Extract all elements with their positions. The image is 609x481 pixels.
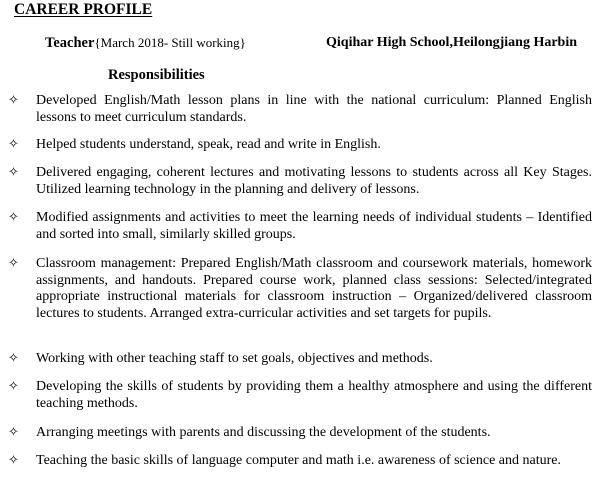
list-item-text: Developing the skills of students by providing them a healthy atmosphere and using the different teaching methods. bbox=[36, 379, 592, 411]
responsibilities-heading: Responsibilities bbox=[108, 67, 205, 83]
four-pointed-star-outline-icon: ✧ bbox=[8, 425, 19, 440]
list-item-text: Helped students understand, speak, read and write in English. bbox=[36, 137, 381, 152]
job-period: {March 2018- Still working} bbox=[94, 35, 246, 50]
list-item bbox=[8, 210, 592, 243]
four-pointed-star-outline-icon: ✧ bbox=[8, 379, 19, 394]
four-pointed-star-outline-icon: ✧ bbox=[8, 256, 19, 271]
list-item-text: Working with other teaching staff to set goals, objectives and methods. bbox=[36, 351, 433, 366]
list-item-text: Delivered engaging, coherent lectures and motivating lessons to students across all Key Stages. Utilized learning technology in the planning and delivery of lessons. bbox=[36, 165, 592, 197]
list-item bbox=[8, 137, 592, 154]
four-pointed-star-outline-icon: ✧ bbox=[8, 165, 19, 180]
school-name: Qiqihar High School,Heilongjiang Harbin bbox=[326, 35, 578, 50]
list-item-text: Classroom management: Prepared English/Math classroom and coursework materials, homework assignments, and handouts. Prepared course work, planned class sessions: Selected/integrated appropriate instructional materials for classroom instruction – Organized/delivered classroom lectures to students. Arranged extra-curricular activities and set targets for pupils. bbox=[36, 256, 592, 321]
four-pointed-star-outline-icon: ✧ bbox=[8, 351, 19, 366]
job-title: Teacher bbox=[45, 35, 95, 51]
four-pointed-star-outline-icon: ✧ bbox=[8, 137, 19, 152]
four-pointed-star-outline-icon: ✧ bbox=[8, 93, 19, 108]
list-item bbox=[8, 453, 592, 470]
list-item bbox=[8, 425, 592, 442]
list-item-text: Developed English/Math lesson plans in line with the national curriculum: Planned English lessons to meet curriculum standards. bbox=[36, 93, 592, 125]
list-item-text: Modified assignments and activities to meet the learning needs of individual students – Identified and sorted into small, similarly skilled groups. bbox=[36, 210, 592, 242]
four-pointed-star-outline-icon: ✧ bbox=[8, 210, 19, 225]
list-item bbox=[8, 351, 592, 368]
list-item-text: Teaching the basic skills of language computer and math i.e. awareness of science and nature. bbox=[36, 453, 561, 468]
four-pointed-star-outline-icon: ✧ bbox=[8, 453, 19, 468]
list-item-text: Arranging meetings with parents and discussing the development of the students. bbox=[36, 425, 491, 440]
list-item bbox=[8, 379, 592, 412]
section-title: CAREER PROFILE bbox=[14, 1, 153, 18]
list-item bbox=[8, 93, 592, 126]
list-item bbox=[8, 165, 592, 198]
list-item bbox=[8, 256, 592, 322]
